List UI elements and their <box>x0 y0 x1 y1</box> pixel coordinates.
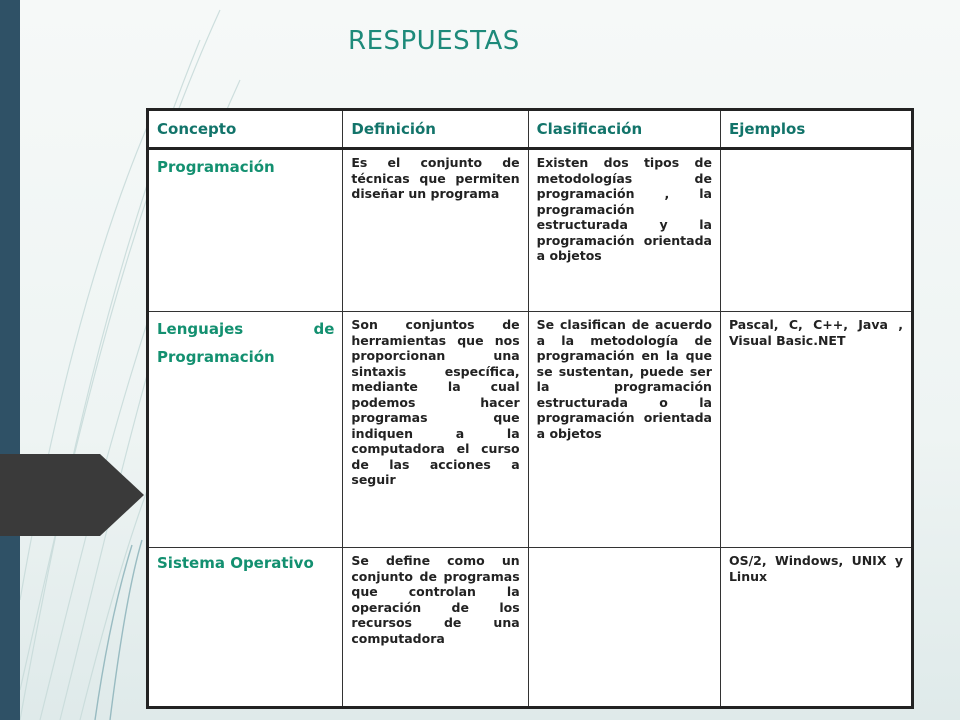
classification-cell: Existen dos tipos de metodologías de programación , la programación estructurada y la programación orientada a objetos <box>528 149 720 312</box>
concept-cell: Programación <box>148 149 343 312</box>
examples-cell <box>720 149 912 312</box>
left-accent-bar <box>0 0 20 720</box>
concept-cell: Sistema Operativo <box>148 548 343 708</box>
answers-table <box>146 108 914 709</box>
examples-cell: OS/2, Windows, UNIX y Linux <box>720 548 912 708</box>
table-row <box>148 548 913 708</box>
concept-cell <box>148 312 343 548</box>
table-row <box>148 312 913 548</box>
definition-cell: Se define como un conjunto de programas que controlan la operación de los recursos de una computadora <box>343 548 528 708</box>
concept-word: Lenguajes <box>157 320 244 338</box>
table-header-row <box>148 110 913 149</box>
definition-cell: Son conjuntos de herramientas que nos proporcionan una sintaxis específica, mediante la cual podemos hacer programas que indiquen a la computadora el curso de las acciones a seguir <box>343 312 528 548</box>
header-ejemplos: Ejemplos <box>720 110 912 149</box>
classification-cell: Se clasifican de acuerdo a la metodología de programación en la que se sustentan, puede ser la programación estructurada o la programación orientada a objetos <box>528 312 720 548</box>
header-concepto: Concepto <box>148 110 343 149</box>
slide-title: RESPUESTAS <box>348 26 520 56</box>
concept-word: de <box>313 320 335 338</box>
concept-line <box>157 317 334 341</box>
examples-cell: Pascal, C, C++, Java , Visual Basic.NET <box>720 312 912 548</box>
table-row <box>148 149 913 312</box>
slide-tab-shape <box>0 454 100 536</box>
definition-cell: Es el conjunto de técnicas que permiten diseñar un programa <box>343 149 528 312</box>
header-definicion: Definición <box>343 110 528 149</box>
header-clasificacion: Clasificación <box>528 110 720 149</box>
slide-tab-arrow <box>100 454 144 536</box>
concept-line: Programación <box>157 348 275 366</box>
classification-cell <box>528 548 720 708</box>
